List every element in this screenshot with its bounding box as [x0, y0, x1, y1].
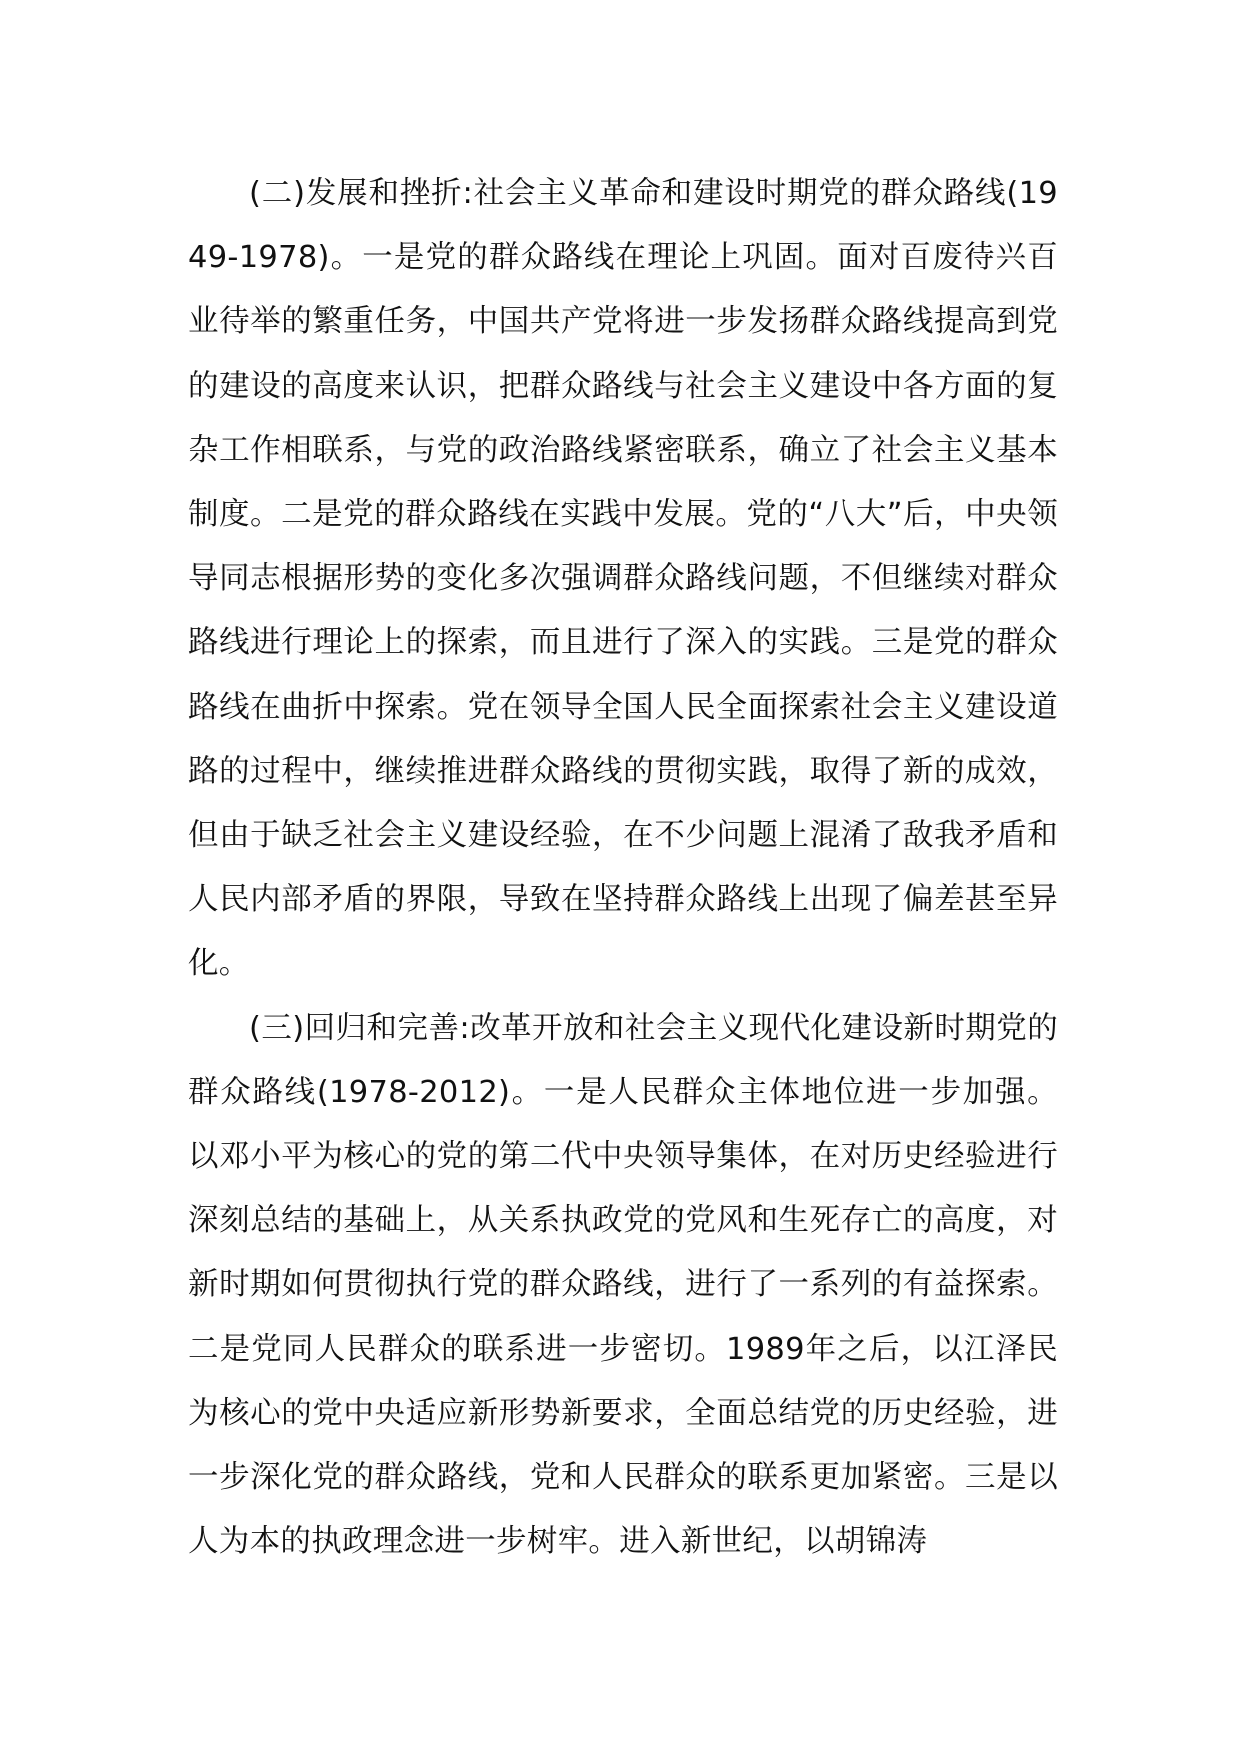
paragraph-section-2: (二)发展和挫折:社会主义革命和建设时期党的群众路线(1949-1978)。一是党的群众路线在理论上巩固。面对百废待兴百业待举的繁重任务，中国共产党将进一步发扬群众路线提高到党的建设的高度来认识，把群众路线与社会主义建设中各方面的复杂工作相联系，与党的政治路线紧密联系，确立了社会主义基本制度。二是党的群众路线在实践中发展。党的“八大”后，中央领导同志根据形势的变化多次强调群众路线问题，不但继续对群众路线进行理论上的探索，而且进行了深入的实践。三是党的群众路线在曲折中探索。党在领导全国人民全面探索社会主义建设道路的过程中，继续推进群众路线的贯彻实践，取得了新的成效，但由于缺乏社会主义建设经验，在不少问题上混淆了敌我矛盾和人民内部矛盾的界限，导致在坚持群众路线上出现了偏差甚至异化。	[188, 176, 1058, 982]
paragraph-section-3: (三)回归和完善:改革开放和社会主义现代化建设新时期党的群众路线(1978-2012)。一是人民群众主体地位进一步加强。以邓小平为核心的党的第二代中央领导集体，在对历史经验进行深刻总结的基础上，从关系执政党的党风和生死存亡的高度，对新时期如何贯彻执行党的群众路线，进行了一系列的有益探索。二是党同人民群众的联系进一步密切。1989年之后，以江泽民为核心的党中央适应新形势新要求，全面总结党的历史经验，进一步深化党的群众路线，党和人民群众的联系更加紧密。三是以人为本的执政理念进一步树牢。进入新世纪，以胡锦涛	[188, 1010, 1058, 1560]
body-text	[188, 162, 1058, 1574]
